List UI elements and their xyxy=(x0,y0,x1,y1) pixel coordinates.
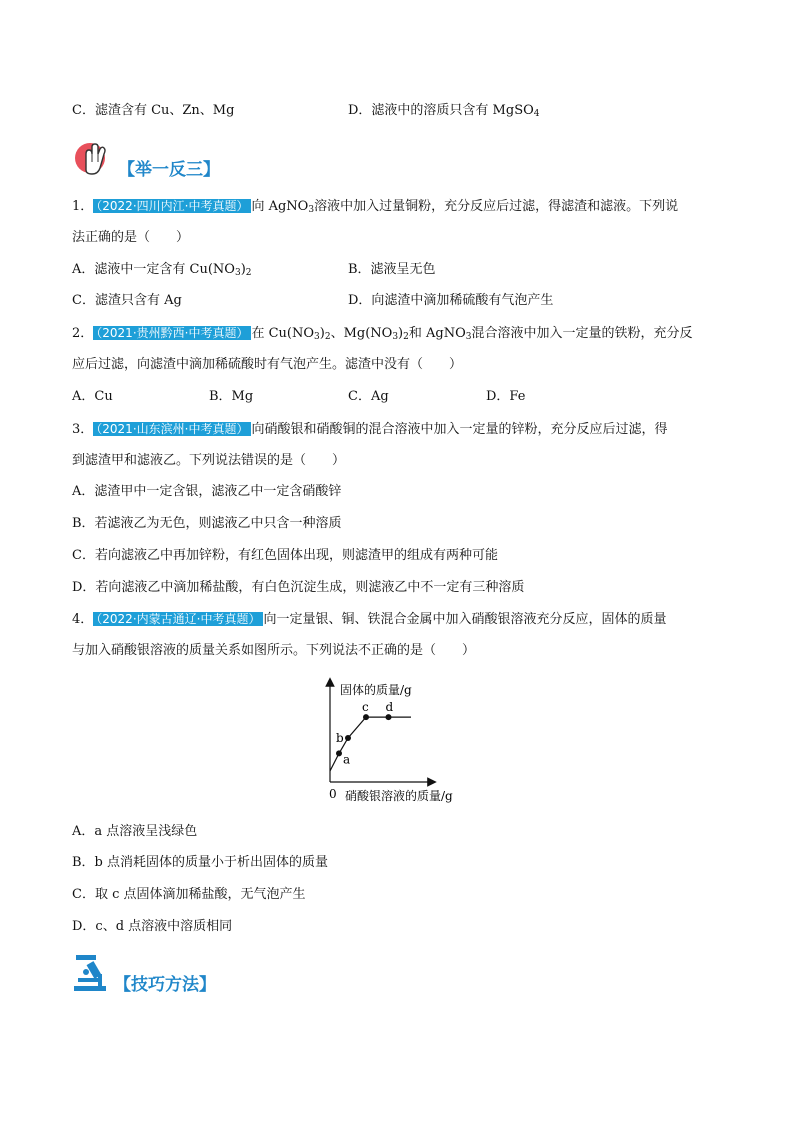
question-1-option-d: D．向滤渣中滴加稀硫酸有气泡产生 xyxy=(348,293,554,308)
point-d xyxy=(386,714,392,720)
question-2-option-b: B．Mg xyxy=(209,389,254,404)
question-3-stem: 3． （2021·山东滨州·中考真题） 向硝酸银和硝酸铜的混合溶液中加入一定量的锌粉，充分反应后过滤，得 xyxy=(72,422,668,437)
point-label-a: a xyxy=(343,752,351,767)
microscope-icon xyxy=(72,952,112,994)
question-1-option-c: C．滤渣只含有 Ag xyxy=(72,293,182,308)
point-b xyxy=(345,735,351,741)
question-4-tag: （2022·内蒙古通辽·中考真题） xyxy=(93,612,263,626)
section-title-methods: 【技巧方法】 xyxy=(114,975,216,995)
question-2-tag: （2021·贵州黔西·中考真题） xyxy=(93,326,251,340)
question-3-option-d: D．若向滤液乙中滴加稀盐酸，有白色沉淀生成，则滤液乙中不一定有三种溶质 xyxy=(72,580,525,595)
question-4-option-c: C．取 c 点固体滴加稀盐酸，无气泡产生 xyxy=(72,887,306,902)
question-2-option-a: A．Cu xyxy=(72,389,113,404)
mass-chart xyxy=(318,676,488,806)
question-4-option-a: A．a 点溶液呈浅绿色 xyxy=(72,824,198,839)
point-label-d: d xyxy=(385,700,394,715)
question-1-stem: 1． （2022·四川内江·中考真题） 向 AgNO$_3$溶液中加入过量铜粉，充分反应后过滤，得滤渣和滤液。下列说 xyxy=(72,199,679,215)
question-4-stem: 4． （2022·内蒙古通辽·中考真题） 向一定量银、铜、铁混合金属中加入硝酸银溶液充分反应，固体的质量 xyxy=(72,612,667,627)
origin-label: 0 xyxy=(329,787,337,801)
option-d: D．滤液中的溶质只含有 MgSO$_4$ xyxy=(348,103,540,119)
x-axis-label: 硝酸银溶液的质量/g xyxy=(345,789,453,803)
question-4-stem-line2: 与加入硝酸银溶液的质量关系如图所示。下列说法不正确的是（ ） xyxy=(72,643,476,658)
point-label-c: c xyxy=(362,700,369,715)
question-2-option-d: D．Fe xyxy=(486,389,526,404)
hand-icon xyxy=(72,138,116,178)
question-3-option-a: A．滤渣甲中一定含银，滤液乙中一定含硝酸锌 xyxy=(72,484,342,499)
point-a xyxy=(336,750,342,756)
point-label-b: b xyxy=(336,731,344,745)
question-3-option-c: C．若向滤液乙中再加锌粉，有红色固体出现，则滤渣甲的组成有两种可能 xyxy=(72,548,498,563)
question-1-stem-line2: 法正确的是（ ） xyxy=(72,230,190,245)
question-3-option-b: B．若滤液乙为无色，则滤液乙中只含一种溶质 xyxy=(72,516,342,531)
question-1-tag: （2022·四川内江·中考真题） xyxy=(93,199,251,213)
point-c xyxy=(363,714,369,720)
y-axis-label: 固体的质量/g xyxy=(340,683,412,697)
question-1-option-a: A．滤液中一定含有 $Cu(NO_3)_2$ xyxy=(72,262,252,278)
question-2-stem-line2: 应后过滤，向滤渣中滴加稀硫酸时有气泡产生。滤渣中没有（ ） xyxy=(72,357,463,372)
question-4-option-b: B．b 点消耗固体的质量小于析出固体的质量 xyxy=(72,855,329,870)
question-3-tag: （2021·山东滨州·中考真题） xyxy=(93,422,251,436)
question-4-option-d: D．c、d 点溶液中溶质相同 xyxy=(72,919,233,934)
option-c: C．滤渣含有 Cu、Zn、Mg xyxy=(72,103,235,118)
question-3-stem-line2: 到滤渣甲和滤液乙。下列说法错误的是（ ） xyxy=(72,453,346,468)
question-2-option-c: C．Ag xyxy=(348,389,389,404)
section-title-practice: 【举一反三】 xyxy=(118,160,220,180)
question-1-option-b: B．滤液呈无色 xyxy=(348,262,436,277)
question-2-stem: 2． （2021·贵州黔西·中考真题） 在 $Cu(NO_3)_2$、$Mg(NO_3)_2$和 AgNO$_3$混合溶液中加入一定量的铁粉，充分反 xyxy=(72,326,693,342)
